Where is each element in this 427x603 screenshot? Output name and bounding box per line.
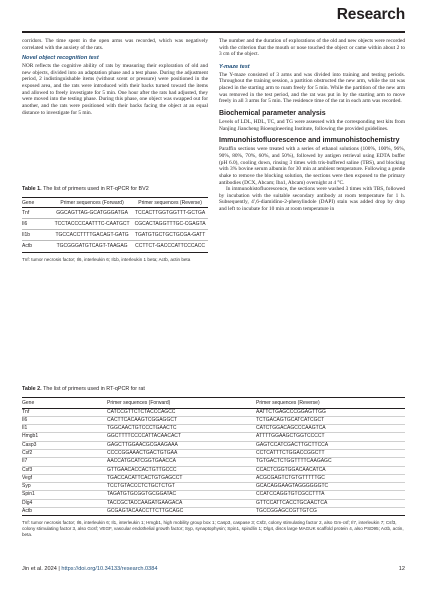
table-2	[22, 386, 405, 538]
table-cell-reverse: TGTGACTCTGGTTTTCAAGAGC	[256, 458, 332, 465]
table-1-label: Table 1.	[22, 186, 42, 192]
table-2-header-forward: Primer sequences (Forward)	[107, 400, 171, 406]
table-cell-forward: TCCTGTACCCTCTGCTCTGT	[107, 483, 175, 490]
right-paragraph-5: In immunohistofluorescence, the sections were washed 3 times with TBS, followed by incubation with the suitable secondary antibody at room temperature for 1 h. Subsequently, 4′,6-diamidino-2-phenylindole (DAPI) stain was added drop by drop and left to incubate for 10 min at room temperature in	[219, 186, 405, 213]
table-1-footnote: Tnf: tumor necrosis factor; Il6, interleukin 6; Il1b, interleukin 1 beta; Actb, actin beta	[22, 256, 191, 262]
table-2-header-reverse: Primer sequences (Reverse)	[256, 400, 320, 406]
table-row	[22, 449, 405, 457]
table-row	[22, 474, 405, 482]
table-cell-forward: TGCCACCTTTTGACAGT-GATG	[55, 232, 129, 239]
table-cell-forward: CCCCGGAAACTGACTGTGAA	[107, 449, 178, 456]
table-cell-forward: TGCGGGATGTCAGT-TAAGAG	[56, 243, 128, 250]
table-row	[22, 433, 405, 441]
table-cell-gene: Spin1	[22, 491, 35, 498]
table-cell-reverse: AATTCTGAGCCCGGAGTTGG	[256, 408, 326, 415]
table-1-header-forward: Primer sequences (Forward)	[60, 200, 124, 206]
right-paragraph-2: The Y-maze consisted of 3 arms and was divided into training and testing periods. Throughout the training session, a partition obstructed the new arm, while the rat was placed in the starting arm to roam freely for 5 min. While the partition of the new arm was removed in the test period, and the rat was put in by the starting arm to move freely in all 3 arms for 5 min. The residence time of the rat in each arm was recorded.	[219, 71, 405, 105]
table-row	[22, 466, 405, 474]
table-cell-reverse: GTTCCATTCACCTGCAACTCA	[256, 499, 328, 506]
table-cell-reverse: TGATGTGCTGCTGCGA-GATT	[134, 232, 206, 239]
table-2-label: Table 2.	[22, 386, 42, 392]
table-cell-reverse: CCTCATTTCTGGACCGGCTT	[256, 449, 325, 456]
table-cell-forward: GAGCTTGGAACGCGAAGAAA	[107, 441, 178, 448]
table-cell-forward: TGACCACATTCACTGTGAGCCT	[107, 474, 183, 481]
table-row	[22, 230, 208, 241]
table-row	[22, 491, 405, 499]
left-paragraph-1: corridors. The time spent in the open arms was recorded, which was negatively correlated with the anxiety of the rats.	[22, 38, 208, 51]
table-row	[22, 208, 208, 219]
table-cell-reverse: TGCCGGAGCCGTTGTCG	[256, 508, 317, 515]
section-title-ymaze: Y-maze test	[219, 63, 250, 70]
table-cell-reverse: ACGCGAGTCTGTGTTTTTGC	[256, 474, 325, 481]
page-number: 12	[398, 566, 405, 572]
table-cell-gene: Csf2	[22, 449, 33, 456]
table-cell-reverse: ATTTTGGAAGCTGGTCCCCT	[256, 433, 325, 440]
table-1-header-gene: Gene	[22, 200, 35, 206]
table-2-header-gene: Gene	[22, 400, 35, 406]
left-paragraph-2: NOR reflects the cognitive ability of rats by measuring their exploration of old and new objects, divided into an adaptation phase and a test phase. During the adjustment period, 2 indistinguishable items (without scent or pressure) were positioned in the exposed area, and the rats were introduced with their backs turned toward the items and allowed to freely investigate for 5 min. One hour after the rats had adjusted, they were moved into the testing phase. During this phase, one object was swapped out for another, and the rats were positioned with their backs facing the object at an equal distance to investigate for 5 min.	[22, 62, 208, 116]
table-row	[22, 241, 208, 252]
table-cell-gene: Il1	[22, 425, 28, 432]
table-cell-gene: Hmgb1	[22, 433, 39, 440]
citation	[22, 566, 158, 572]
table-cell-gene: Tnf	[22, 408, 30, 415]
table-cell-reverse: CGCACTAGGTTTGC-CGAGTA	[134, 221, 206, 228]
table-cell-gene: Actb	[22, 508, 33, 515]
section-title-immuno: Immunohistofluorescence and immunohistochemistry	[219, 137, 400, 145]
table-1-header-reverse: Primer sequences (Reverse)	[138, 200, 202, 206]
table-row	[22, 441, 405, 449]
table-cell-forward: GTTGAACACCACTGTTGCCC	[107, 466, 177, 473]
table-cell-forward: TACCGCTACCAAGATGAAGACA	[107, 499, 183, 506]
table-cell-forward: CATCCGTTCTCTACCCAGCC	[107, 408, 176, 415]
right-column	[219, 38, 405, 213]
right-paragraph-1: The number and the duration of explorations of the old and new objects were recorded with the criterion that the mouth or nose touched the object or came within about 2 to 3 cm of the object.	[219, 38, 405, 58]
table-cell-forward: GCGAGTACAACCTTCTTGCAGC	[107, 508, 184, 515]
table-2-caption	[22, 386, 405, 398]
table-cell-gene: Casp3	[22, 441, 37, 448]
table-cell-gene: Il1b	[22, 232, 31, 239]
table-cell-reverse: CCACTCGGTGGACAACATCA	[256, 466, 326, 473]
table-cell-reverse: CCTTCT-GACCCATTCCCACC	[135, 243, 206, 250]
table-row	[22, 499, 405, 507]
table-2-grid	[22, 398, 405, 516]
table-cell-reverse: GAGTCCATCGACTTGCTTCCA	[256, 441, 329, 448]
table-cell-forward: TCCTACCCCAATTTC-CAATGCT	[54, 221, 130, 228]
journal-title: Research	[336, 6, 405, 23]
table-cell-forward: CACTTCACAAGTCGGAGGCT	[107, 416, 178, 423]
table-cell-reverse: TCTGACAGTGCATCATCGCT	[256, 416, 325, 423]
table-cell-reverse: TCCACTTGGTGGTTT-GCTGA	[134, 210, 206, 217]
table-row	[22, 508, 405, 516]
table-cell-forward: AACCATGCATCGGTGAACCA	[107, 458, 176, 465]
table-cell-gene: Actb	[22, 243, 33, 250]
table-cell-gene: Vegf	[22, 474, 33, 481]
table-row	[22, 425, 405, 433]
right-paragraph-3: Levels of LDL, HDL, TC, and TG were assessed with the corresponding test kits from Nanjing Jiancheng Bioengineering Institute, following the provided guidelines.	[219, 118, 405, 132]
table-cell-reverse: CCATCCAGGTGTCGCCTTTA	[256, 491, 325, 498]
citation-text: Jin et al. 2024 |	[22, 566, 60, 572]
section-title-nor: Novel object recognition test	[22, 55, 99, 62]
table-cell-forward: TGGCAACTGTCCCTGAACTC	[107, 425, 177, 432]
table-cell-gene: Tnf	[22, 210, 30, 217]
table-cell-gene: Il7	[22, 458, 28, 465]
table-cell-forward: GGCTTTTCCCCATTACAACACT	[107, 433, 181, 440]
table-2-caption-text: The list of primers used in RT-qPCR for rat	[43, 386, 145, 392]
table-cell-reverse: CATCTGGACAGCCCAAGTCA	[256, 425, 326, 432]
table-cell-gene: Syp	[22, 483, 31, 490]
table-row	[22, 416, 405, 424]
table-1	[22, 186, 208, 263]
table-row	[22, 408, 405, 416]
table-row	[22, 219, 208, 230]
table-1-grid	[22, 198, 208, 253]
doi-link[interactable]: https://doi.org/10.34133/research.0384	[61, 566, 158, 572]
table-cell-gene: Il6	[22, 221, 28, 228]
table-cell-gene: Dlg4	[22, 499, 33, 506]
table-cell-forward: GGCAGTTAG-GCATGGGATGA	[56, 210, 128, 217]
table-1-caption	[22, 186, 208, 198]
table-row	[22, 458, 405, 466]
table-cell-forward: TAGATGTGCGGTGCGGATAC	[107, 491, 177, 498]
left-column	[22, 38, 208, 116]
table-cell-gene: Csf3	[22, 466, 33, 473]
table-cell-reverse: GCACAGGAAGTAGGGGGGTC	[256, 483, 329, 490]
table-row	[22, 483, 405, 491]
section-title-biochem: Biochemical parameter analysis	[219, 109, 326, 117]
table-2-footnote: Tnf: tumor necrosis factor; Il6, interleukin 6; Il1, interleukin 1; Hmgb1, high mobility group box 1; Casp3, caspase 3; Csf2, colony stimulating factor 2, also Gm-csf; Il7, interleukin 7; Csf3, colony stimulating factor 3, also Gcsf; VEGF, vascular endothelial growth factor; Syp, synaptophysin; Spin1, spindlin 1; Dlg4, discs large MAGUK scaffold protein 4, also PSD95; Actb, actin, beta.	[22, 520, 404, 538]
header-rule	[22, 31, 405, 33]
table-1-caption-text: The list of primers used in RT-qPCR for BV2	[43, 186, 149, 192]
right-paragraph-4: Paraffin sections were treated with a series of ethanol solutions (100%, 100%, 96%, 90%, 80%, 70%, 60%, and 50%), followed by antigen retrieval using EDTA buffer (pH 6.0), cooling down, rinsing 3 times with tris-buffered saline (TBS), and blocking with 3% bovine serum albumin for 30 min at ambient temperature. Following a gentle shake to remove the blocking solution, the sections were then exposed to the primary antibodies (DCX, Abcam; Iba1, Abcam) overnight at 4 °C.	[219, 146, 405, 186]
table-cell-gene: Il6	[22, 416, 28, 423]
